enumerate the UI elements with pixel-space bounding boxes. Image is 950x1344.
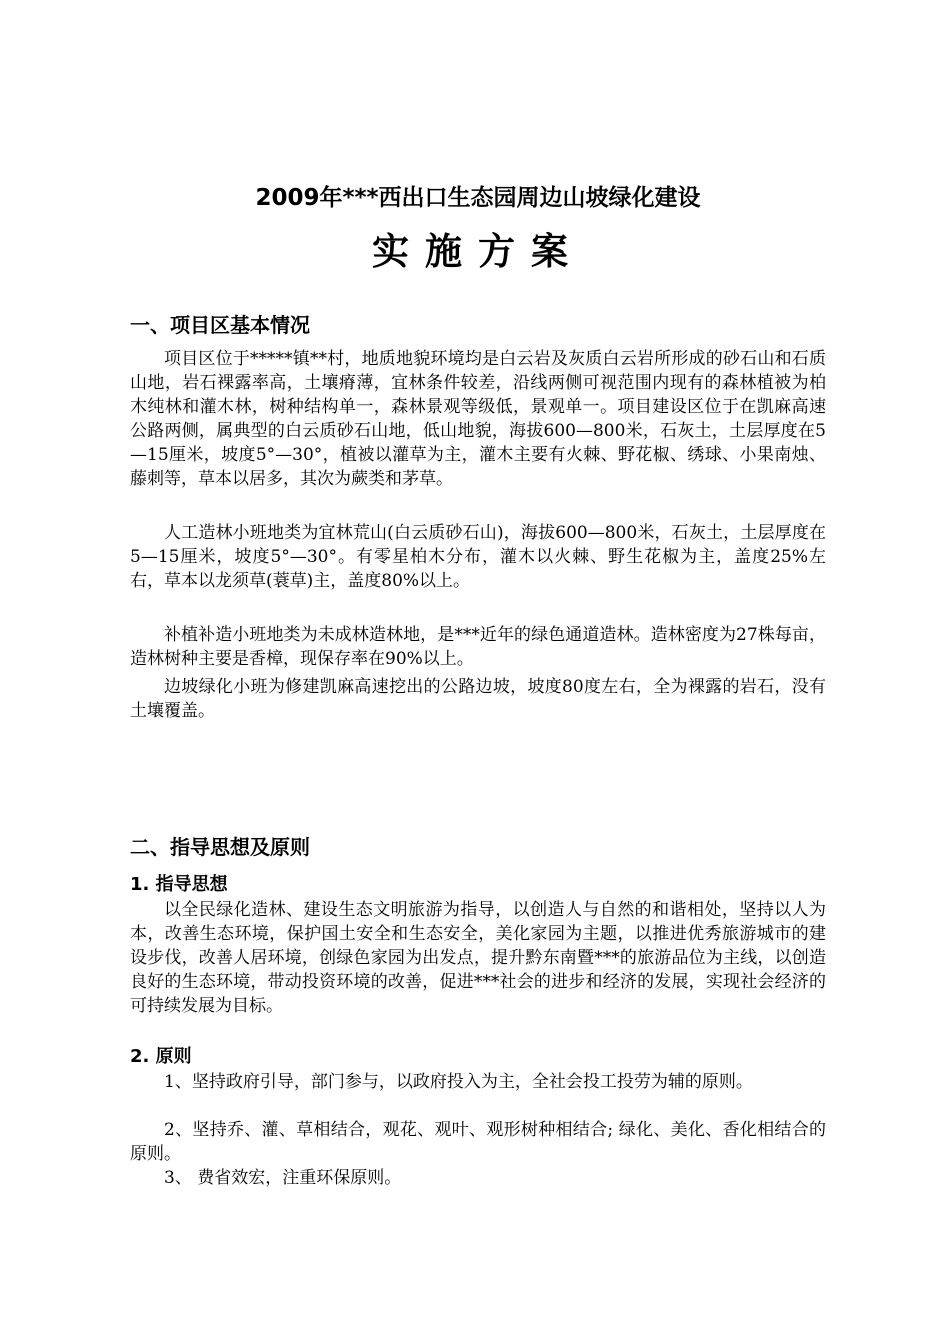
paragraph-project-area: 项目区位于*****镇**村，地质地貌环境均是白云岩及灰质白云岩所形成的砂石山和石质山地，岩石裸露率高，土壤瘠薄，宜林条件较差，沿线两侧可视范围内现有的森林植被为柏木纯林和灌木林，树种结构单一，森林景观等级低，景观单一。项目建设区位于在凯麻高速公路两侧，属典型的白云质砂石山地，低山地貌，海拔600—800米，石灰土，土层厚度在5—15厘米，坡度5°—30°，植被以灌草为主，灌木主要有火棘、野花椒、绣球、小果南烛、藤刺等，草本以居多，其次为蕨类和茅草。 — [130, 349, 826, 489]
document-subtitle: 实施方案 — [372, 230, 584, 273]
paragraph-principle-3: 3、 费省效宏，注重环保原则。 — [164, 1168, 402, 1188]
subsection-heading-guiding-ideology: 1. 指导思想 — [130, 874, 228, 895]
subsection-heading-principles: 2. 原则 — [130, 1046, 192, 1067]
paragraph-principle-1: 1、坚持政府引导，部门参与，以政府投入为主，全社会投工投劳为辅的原则。 — [164, 1072, 753, 1092]
paragraph-principle-2: 2、坚持乔、灌、草相结合，观花、观叶、观形树种相结合; 绿化、美化、香化相结合的原则。 — [130, 1120, 826, 1164]
paragraph-afforestation-class: 人工造林小班地类为宜林荒山(白云质砂石山)，海拔600—800米，石灰土，土层厚度在5—15厘米，坡度5°—30°。有零星柏木分布，灌木以火棘、野生花椒为主，盖度25%左右，草本以龙须草(蓑草)主，盖度80%以上。 — [130, 523, 826, 591]
paragraph-replanting-class: 补植补造小班地类为未成林造林地，是***近年的绿色通道造林。造林密度为27株每亩，造林树种主要是香樟，现保存率在90%以上。 — [130, 625, 826, 669]
paragraph-guiding-ideology: 以全民绿化造林、建设生态文明旅游为指导，以创造人与自然的和谐相处，坚持以人为本，改善生态环境，保护国土安全和生态安全，美化家园为主题，以推进优秀旅游城市的建设步伐，改善人居环境，创绿色家园为出发点，提升黔东南暨***的旅游品位为主线，以创造良好的生态环境，带动投资环境的改善，促进***社会的进步和经济的发展，实现社会经济的可持续发展为目标。 — [130, 900, 826, 1016]
paragraph-slope-greening-class: 边坡绿化小班为修建凯麻高速挖出的公路边坡，坡度80度左右，全为裸露的岩石，没有土壤覆盖。 — [130, 677, 826, 721]
section-heading-guiding-principles: 二、指导思想及原则 — [130, 835, 310, 859]
document-title: 2009年***西出口生态园周边山坡绿化建设 — [255, 185, 701, 211]
section-heading-basic-situation: 一、项目区基本情况 — [130, 313, 310, 337]
